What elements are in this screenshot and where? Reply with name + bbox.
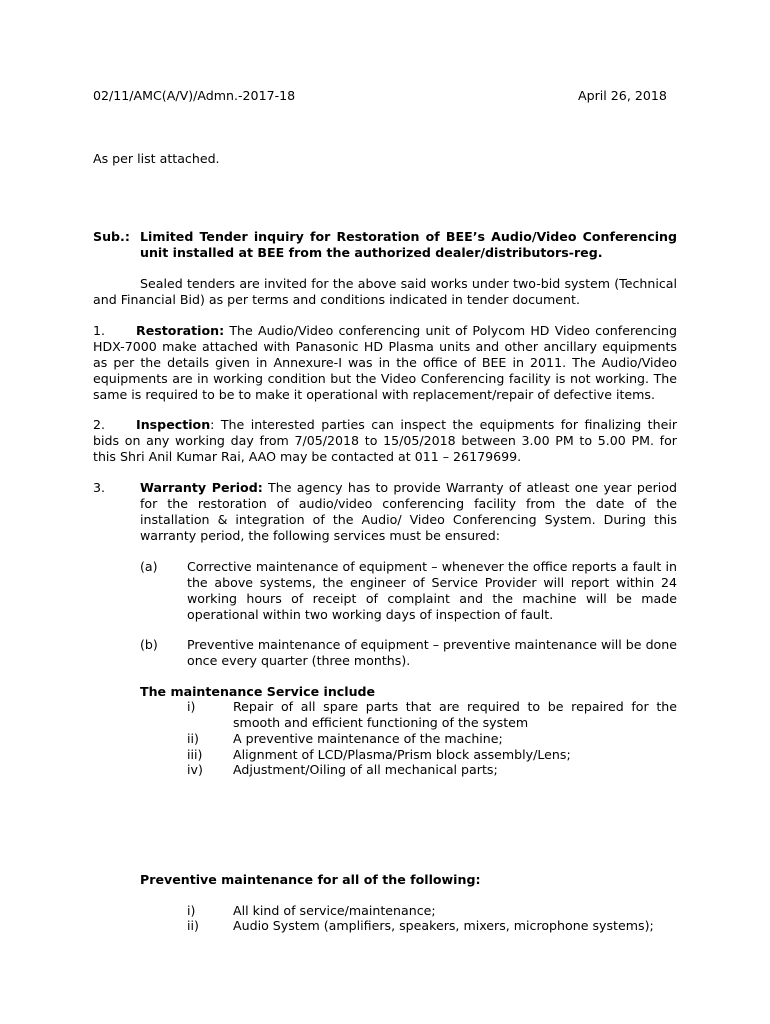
reference-number: 02/11/AMC(A/V)/Admn.-2017-18 bbox=[93, 88, 296, 103]
subject-text: Limited Tender inquiry for Restoration of BEE’s Audio/Video Conferencing unit installed at BEE from the authorized dealer/distributors-reg. bbox=[140, 229, 677, 260]
list-item-label: ii) bbox=[187, 918, 199, 933]
list-item-text: Adjustment/Oiling of all mechanical parts; bbox=[233, 762, 498, 777]
list-item-label: iv) bbox=[187, 762, 203, 777]
intro-text: Sealed tenders are invited for the above said works under two-bid system (Technical and Financial Bid) as per terms and conditions indicated in tender document. bbox=[93, 276, 677, 307]
list-item-label: i) bbox=[187, 903, 196, 918]
section-restoration bbox=[93, 323, 677, 403]
list-item-text: Repair of all spare parts that are required to be repaired for the smooth and efficient functioning of the system bbox=[233, 699, 677, 730]
service-label: (b) bbox=[140, 637, 158, 652]
section-number: 2. bbox=[93, 417, 106, 432]
list-item-label: ii) bbox=[187, 731, 199, 746]
list-item-label: i) bbox=[187, 699, 196, 714]
subject-label: Sub.: bbox=[93, 229, 130, 244]
intro-paragraph bbox=[93, 276, 677, 308]
list-item-text: Audio System (amplifiers, speakers, mixers, microphone systems); bbox=[233, 918, 654, 933]
list-item-text: Alignment of LCD/Plasma/Prism block assembly/Lens; bbox=[233, 747, 571, 762]
service-text: Preventive maintenance of equipment – preventive maintenance will be done once every quarter (three months). bbox=[187, 637, 677, 668]
section-text: The Audio/Video conferencing unit of Polycom HD Video conferencing HDX-7000 make attached with Panasonic HD Plasma units and other ancillary equipments as per the details given in Annexure-I was in the office of BEE in 2011. The Audio/Video equipments are in working condition but the Video Conferencing facility is not working. The same is required to be to make it operational with replacement/repair of defective items. bbox=[93, 323, 677, 402]
list-item-label: iii) bbox=[187, 747, 203, 762]
section-text: The agency has to provide Warranty of atleast one year period for the restoration of audio/video conferencing facility from the date of the installation & integration of the Audio/ Video Conferencing System. During this warranty period, the following services must be ensured: bbox=[140, 480, 677, 543]
section-number: 1. bbox=[93, 323, 106, 338]
maintenance-heading: The maintenance Service include bbox=[140, 684, 376, 699]
section-number: 3. bbox=[93, 480, 106, 495]
preventive-heading: Preventive maintenance for all of the following: bbox=[140, 872, 481, 887]
service-label: (a) bbox=[140, 559, 158, 574]
letter-date: April 26, 2018 bbox=[578, 88, 667, 103]
section-inspection bbox=[93, 417, 677, 465]
service-text: Corrective maintenance of equipment – whenever the office reports a fault in the above systems, the engineer of Service Provider will report within 24 working hours of receipt of complaint and the machine will be made operational within two working days of inspection of fault. bbox=[187, 559, 677, 622]
list-item-text: All kind of service/maintenance; bbox=[233, 903, 436, 918]
section-warranty bbox=[140, 480, 677, 544]
addressee: As per list attached. bbox=[93, 151, 220, 166]
section-text: : The interested parties can inspect the equipments for finalizing their bids on any working day from 7/05/2018 to 15/05/2018 between 3.00 PM to 5.00 PM. for this Shri Anil Kumar Rai, AAO may be contacted at 011 – 26179699. bbox=[93, 417, 677, 464]
list-item-text: A preventive maintenance of the machine; bbox=[233, 731, 503, 746]
section-title: Warranty Period: bbox=[140, 480, 263, 495]
section-title: Restoration: bbox=[136, 323, 225, 338]
section-title: Inspection bbox=[136, 417, 211, 432]
